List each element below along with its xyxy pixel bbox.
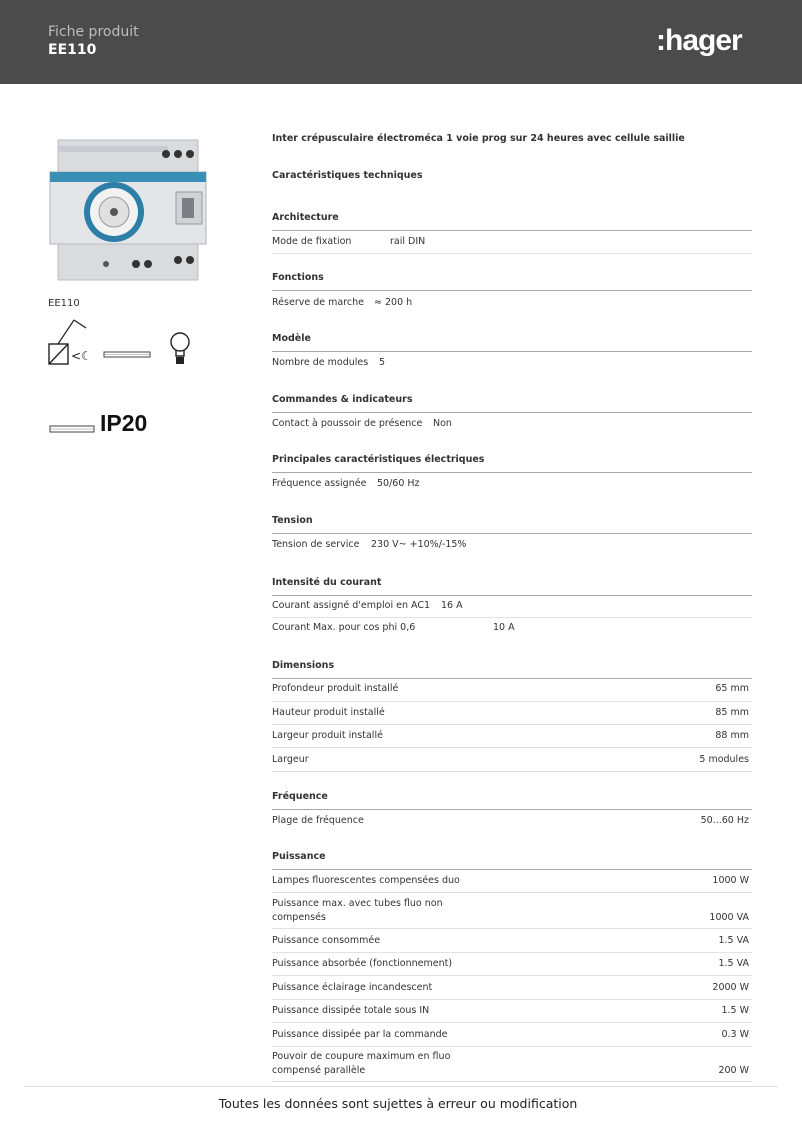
spec-row <box>272 707 752 725</box>
spec-value: 1.5 VA <box>718 935 749 946</box>
spec-label: Largeur produit installé <box>272 730 383 741</box>
spec-value: ≈ 200 h <box>374 297 413 308</box>
spec-row <box>272 1051 752 1082</box>
spec-value: 85 mm <box>715 707 749 718</box>
spec-label: Contact à poussoir de présence <box>272 418 423 429</box>
page-header <box>0 0 802 84</box>
spec-value: Non <box>433 418 452 429</box>
footer-disclaimer: Toutes les données sont sujettes à erreur ou modification <box>218 1096 578 1111</box>
spec-row <box>272 1005 752 1023</box>
spec-label: Puissance éclairage incandescent <box>272 982 433 993</box>
twilight-switch-icon <box>49 320 92 364</box>
section-heading: Architecture <box>272 212 752 231</box>
spec-row <box>272 730 752 748</box>
section-heading: Puissance <box>272 851 752 870</box>
photo-caption: EE110 <box>48 298 80 309</box>
spec-row <box>272 600 752 618</box>
product-photo <box>48 132 208 284</box>
spec-label: Puissance consommée <box>272 935 381 946</box>
section-title: Caractéristiques techniques <box>272 170 423 181</box>
spec-row <box>272 815 752 832</box>
spec-row <box>272 982 752 1000</box>
section-heading: Fréquence <box>272 791 752 810</box>
spec-label: Puissance dissipée par la commande <box>272 1029 448 1040</box>
spec-value: 10 A <box>493 622 515 633</box>
spec-row <box>272 622 752 639</box>
spec-value: 50/60 Hz <box>377 478 420 489</box>
spec-value: 65 mm <box>715 683 749 694</box>
spec-label: Puissance dissipée totale sous IN <box>272 1005 430 1016</box>
spec-label: Courant assigné d'emploi en AC1 <box>272 600 431 611</box>
spec-value: 1000 VA <box>709 912 749 923</box>
spec-value: 1.5 VA <box>718 958 749 969</box>
spec-value: 2000 W <box>712 982 749 993</box>
light-bulb-icon <box>171 333 189 364</box>
section-heading: Intensité du courant <box>272 577 752 596</box>
document-type: Fiche produit <box>48 24 139 40</box>
spec-label: Mode de fixation <box>272 236 352 247</box>
spec-row <box>272 683 752 702</box>
spec-value: 16 A <box>441 600 463 611</box>
spec-row <box>272 297 752 314</box>
spec-value: 50...60 Hz <box>700 815 749 826</box>
hager-logo: :hager <box>656 24 742 57</box>
spec-label: Puissance absorbée (fonctionnement) <box>272 958 453 969</box>
spec-value: 88 mm <box>715 730 749 741</box>
product-title: Inter crépusculaire électroméca 1 voie prog sur 24 heures avec cellule saillie <box>272 133 685 144</box>
spec-row <box>272 539 752 556</box>
section-heading: Dimensions <box>272 660 752 679</box>
spec-value: 5 <box>379 357 386 368</box>
ip-rating: IP20 <box>100 410 148 436</box>
spec-value: 200 W <box>718 1065 749 1076</box>
spec-value: 230 V~ +10%/-15% <box>371 539 467 550</box>
spec-label: Puissance max. avec tubes fluo non <box>272 898 443 909</box>
spec-label: Nombre de modules <box>272 357 369 368</box>
section-heading: Principales caractéristiques électriques <box>272 454 752 473</box>
spec-row <box>272 754 752 772</box>
spec-label: Hauteur produit installé <box>272 707 385 718</box>
svg-text:<☾: <☾ <box>71 349 92 363</box>
spec-label-continued: compensé parallèle <box>272 1065 366 1076</box>
spec-label: Tension de service <box>272 539 360 550</box>
spec-row <box>272 898 752 929</box>
section-heading: Tension <box>272 515 752 534</box>
product-code: EE110 <box>48 42 97 58</box>
spec-value: 0.3 W <box>721 1029 749 1040</box>
spec-label: Fréquence assignée <box>272 478 367 489</box>
spec-row <box>272 935 752 953</box>
spec-label: Pouvoir de coupure maximum en fluo <box>272 1051 451 1062</box>
spec-row <box>272 1029 752 1047</box>
spec-row <box>272 875 752 893</box>
spec-row <box>272 418 752 435</box>
spec-value: 5 modules <box>699 754 749 765</box>
spec-value: rail DIN <box>390 236 426 247</box>
spec-label: Réserve de marche <box>272 297 364 308</box>
section-heading: Commandes & indicateurs <box>272 394 752 413</box>
function-symbols <box>48 318 208 374</box>
spec-label: Largeur <box>272 754 309 765</box>
spec-value: 1000 W <box>712 875 749 886</box>
section-heading: Fonctions <box>272 272 752 291</box>
footer-divider <box>24 1086 778 1087</box>
section-heading: Modèle <box>272 333 752 352</box>
spec-row <box>272 357 752 374</box>
spec-label-continued: compensés <box>272 912 326 923</box>
spec-row <box>272 958 752 976</box>
spec-label: Lampes fluorescentes compensées duo <box>272 875 460 886</box>
spec-row <box>272 236 752 254</box>
spec-label: Courant Max. pour cos phi 0,6 <box>272 622 416 633</box>
spec-row <box>272 478 752 495</box>
fluorescent-tube-icon <box>104 352 150 357</box>
spec-value: 1.5 W <box>721 1005 749 1016</box>
spec-label: Profondeur produit installé <box>272 683 399 694</box>
spec-label: Plage de fréquence <box>272 815 364 826</box>
